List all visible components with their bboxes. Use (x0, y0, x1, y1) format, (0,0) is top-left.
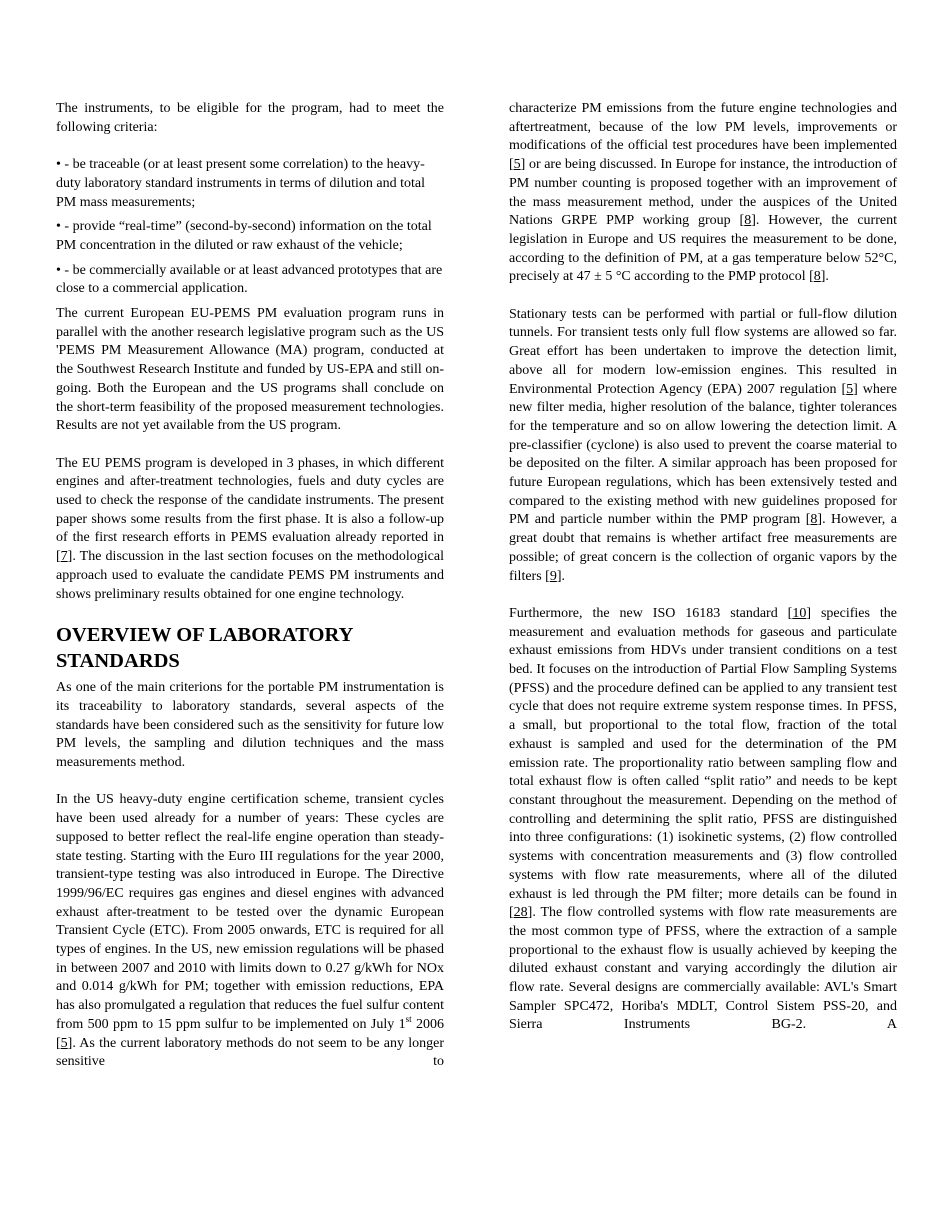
citation-link[interactable]: 8 (744, 213, 752, 229)
intro-paragraph: The instruments, to be eligible for the program, had to meet the following criteria: (56, 101, 444, 135)
text: ]. (556, 568, 565, 584)
section-heading: OVERVIEW OF LABORATORY STANDARDS (56, 624, 353, 673)
citation-link[interactable]: 28 (513, 905, 528, 921)
paragraph: As one of the main criterions for the portable PM instrumentation is its traceability to laboratory standards, several aspects of the standards have been considered such as the sensitivity for future low PM levels, the sampling and dilution techniques and the mass measurements method. (56, 680, 444, 771)
citation-link[interactable]: 8 (813, 269, 821, 285)
text: ]. As the current laboratory methods do not seem to be any longer sensitive to (56, 1035, 444, 1070)
citation-link[interactable]: 5 (60, 1035, 68, 1051)
citation-link[interactable]: 9 (549, 568, 557, 584)
text: ]. However, a great doubt that remains is whether artifact free measurements are possible; of great concern is the collection of organic vapors by the filters [ (509, 512, 897, 584)
superscript: st (405, 1013, 412, 1024)
text: 2006 [ (56, 1016, 445, 1051)
paragraph (509, 100, 897, 287)
right-column (509, 100, 897, 1035)
criteria-bullet: • - be traceable (or at least present some correlation) to the heavy-duty laboratory standard instruments in terms of dilution and total PM mass measurements; (56, 157, 425, 210)
text: ] or are being discussed. In Europe for instance, the introduction of PM number counting is proposed together with an improvement of the mass measurement method, under the auspices of the United Nations GRPE PMP working group [ (509, 157, 897, 229)
paragraph (509, 605, 897, 1035)
citation-link[interactable]: 10 (792, 605, 807, 621)
criteria-bullet: • - be commercially available or at least advanced prototypes that are close to a commercial application. (56, 262, 443, 297)
paragraph (509, 306, 897, 587)
left-column (56, 100, 444, 1072)
text: ] where new filter media, higher resolution of the balance, tighter tolerances for the temperature and so on allow lowering the detection limit. A pre-classifier (cyclone) is also used to prevent the coarse material to be deposited on the filter. A similar approach has been proposed for future European regulations, which has been extensively tested and compared to the existing method with new guidelines proposed for PM and particle number within the PMP program [ (509, 381, 897, 528)
paragraph (56, 791, 444, 1072)
text: ]. The flow controlled systems with flow rate measurements are the most common type of PFSS, where the extraction of a sample proportional to the exhaust flow is usually achieved by keeping the diluted exhaust constant and varying accordingly the dilution air flow rate. Several designs are commercially available: AVL's Smart Sampler SPC472, Horiba's MDLT, Control Sistem PSS-20, and Sierra Instruments BG-2. A (509, 905, 897, 1033)
paragraph (56, 455, 444, 605)
citation-link[interactable]: 8 (810, 512, 818, 528)
text: characterize PM emissions from the future engine technologies and aftertreatment, because of the low PM levels, improvements or modifications of the official test procedures have been implemented [ (509, 101, 897, 173)
citation-link[interactable]: 5 (513, 157, 521, 173)
paragraph: The current European EU-PEMS PM evaluation program runs in parallel with the another research legislative program such as the US 'PEMS PM Measurement Allowance (MA) program, conducted at the Southwest Research Institute and funded by US-EPA and still on-going. Both the European and the US programs shall conclude on the short-term feasibility of the proposed measurement technologies. Results are not yet available from the US program. (56, 306, 444, 434)
text: ]. (820, 269, 829, 285)
text: Stationary tests can be performed with partial or full-flow dilution tunnels. For transient tests only full flow systems are allowed so far. Great effort has been undertaken to improve the detection limit, above all for modern low-emission engines. This resulted in Environmental Protection Agency (EPA) 2007 regulation [ (509, 306, 897, 397)
text: ]. However, the current legislation in Europe and US requires the measurement to be done, according to the definition of PM, at a gas temperature below 52°C, precisely at 47 ± 5 °C according to the PMP protocol [ (509, 213, 897, 285)
text: ] specifies the measurement and evaluation methods for gaseous and particulate exhaust emissions from HDVs under transient conditions on a test bed. It focuses on the introduction of Partial Flow Sampling Systems (PFSS) and the procedure defined can be applied to any transient test cycle that does not require extreme system response times. In PFSS, a small, but proportional to the total flow, fraction of the total exhaust is sampled and used for the determination of the PM emission rate. The proportionality ratio between sampling flow and total exhaust flow is often called “split ratio” and needs to be kept constant throughout the measurement. Depending on the method of controlling and determining the split ratio, PFSS are distinguished into three configurations: (1) isokinetic systems, (2) flow controlled systems with concentration measurements and (3) flow controlled systems with flow rate measurements, where all of the diluted exhaust is led through the PM filter; more details can be found in [ (509, 605, 897, 921)
text: The EU PEMS program is developed in 3 phases, in which different engines and after-treatment technologies, fuels and duty cycles are used to check the response of the candidate instruments. The present paper shows some results from the first phase. It is also a follow-up of the first research efforts in PEMS evaluation already reported in [ (56, 455, 444, 565)
citation-link[interactable]: 7 (60, 549, 68, 565)
text: ]. The discussion in the last section focuses on the methodological approach used to evaluate the candidate PEMS PM instruments and shows preliminary results obtained for one engine technology. (56, 549, 444, 602)
text: Furthermore, the new ISO 16183 standard [ (509, 605, 793, 621)
criteria-bullet: • - provide “real-time” (second-by-second) information on the total PM concentration in the diluted or raw exhaust of the vehicle; (56, 219, 432, 253)
citation-link[interactable]: 5 (846, 381, 854, 397)
text: In the US heavy-duty engine certification scheme, transient cycles have been used already for a number of years: These cycles are supposed to better reflect the real-life engine operation than steady-state testing. Starting with the Euro III regulations for the year 2000, transient-type testing was also introduced in Europe. The Directive 1999/96/EC requires gas engines and diesel engines with advanced exhaust after-treatment to be tested over the dynamic European Transient Cycle (ETC). From 2005 onwards, ETC is required for all types of engines. In the US, new emission regulations will be phased in between 2007 and 2010 with limits down to 0.27 g/kWh for NOx and 0.014 g/kWh for PM; together with emission reductions, EPA has also promulgated a regulation that reduces the fuel sulfur content from 500 ppm to 15 ppm sulfur to be implemented on July 1 (56, 792, 444, 1032)
